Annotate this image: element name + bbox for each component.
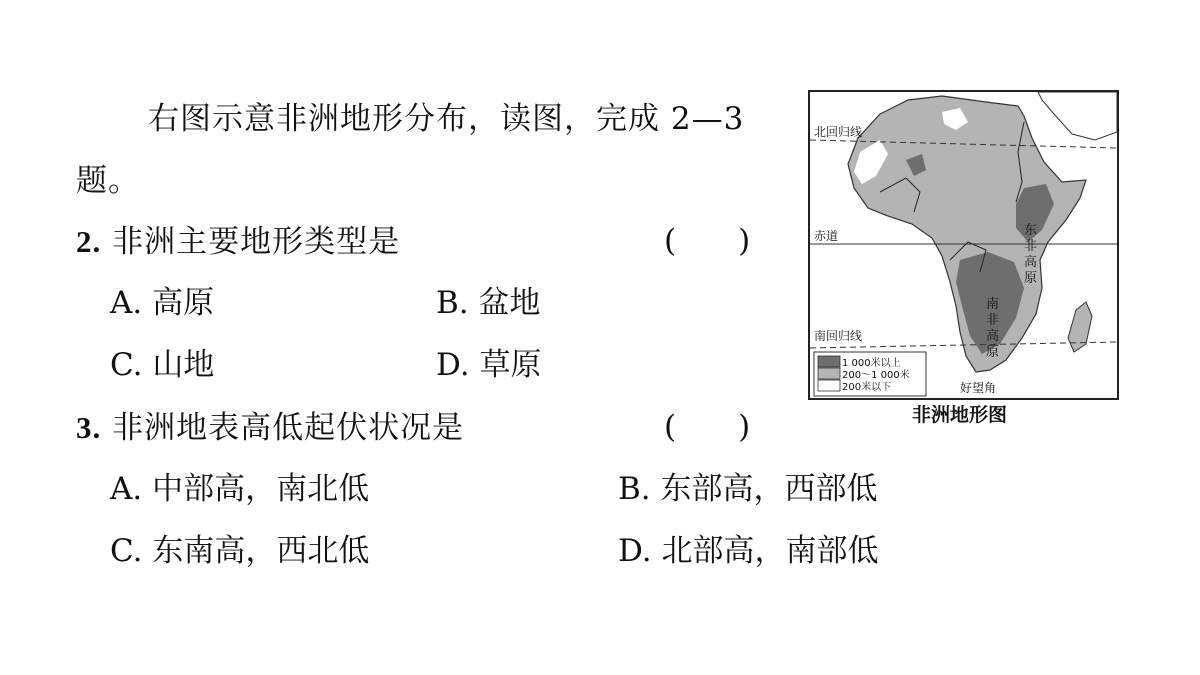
question-2-stem <box>76 226 400 258</box>
legend-label-mid: 200～1 000米 <box>842 370 910 381</box>
africa-topographic-map <box>808 90 1119 400</box>
south-plateau-char-2: 非 <box>986 313 1000 328</box>
south-plateau-char-4: 原 <box>986 345 1000 360</box>
map-caption: 非洲地形图 <box>912 404 1008 426</box>
legend-swatch-high <box>818 356 840 367</box>
east-plateau-char-4: 原 <box>1024 271 1038 286</box>
east-plateau-char-2: 非 <box>1024 239 1038 254</box>
question-3-option-c[interactable]: C. 东南高，西北低 <box>110 533 370 569</box>
question-2-text: 非洲主要地形类型是 <box>112 224 401 260</box>
question-2-option-d[interactable]: D. 草原 <box>436 347 542 383</box>
question-3-stem <box>76 412 464 444</box>
legend-label-low: 200米以下 <box>842 382 892 393</box>
east-plateau-char-1: 东 <box>1024 223 1038 238</box>
cape-of-good-hope-label: 好望角 <box>960 381 997 395</box>
intro-line-2: 题。 <box>76 163 140 199</box>
question-3-option-d[interactable]: D. 北部高，南部低 <box>618 533 879 569</box>
question-2-option-c[interactable]: C. 山地 <box>110 347 215 383</box>
question-3-option-b[interactable]: B. 东部高，西部低 <box>618 471 878 507</box>
question-2-option-a[interactable]: A. 高原 <box>110 285 215 321</box>
question-2-option-b[interactable]: B. 盆地 <box>436 285 541 321</box>
south-plateau-char-1: 南 <box>986 297 1000 312</box>
question-2-number: 2. <box>76 224 102 259</box>
legend-swatch-mid <box>818 368 840 379</box>
africa-continent <box>848 96 1086 372</box>
east-african-plateau-label <box>1024 223 1037 286</box>
question-2-answer-blank[interactable]: ( ) <box>664 223 751 259</box>
legend-swatch-low <box>818 380 840 391</box>
question-3-text: 非洲地表高低起伏状况是 <box>112 410 465 446</box>
intro-line-1: 右图示意非洲地形分布，读图，完成 2—3 <box>148 101 745 137</box>
madagascar <box>1068 302 1092 352</box>
map-legend <box>814 352 926 396</box>
tropic-north-label: 北回归线 <box>814 125 863 139</box>
arabia-landmass <box>1038 92 1117 140</box>
africa-map-svg <box>810 92 1117 398</box>
question-3-answer-blank[interactable]: ( ) <box>664 409 751 445</box>
east-plateau-char-3: 高 <box>1024 255 1038 270</box>
question-3-number: 3. <box>76 410 102 445</box>
question-3-option-a[interactable]: A. 中部高，南北低 <box>110 471 370 507</box>
tropic-south-label: 南回归线 <box>814 329 863 343</box>
legend-label-high: 1 000米以上 <box>842 358 901 369</box>
south-plateau-char-3: 高 <box>986 329 1000 344</box>
equator-label: 赤道 <box>814 229 839 243</box>
